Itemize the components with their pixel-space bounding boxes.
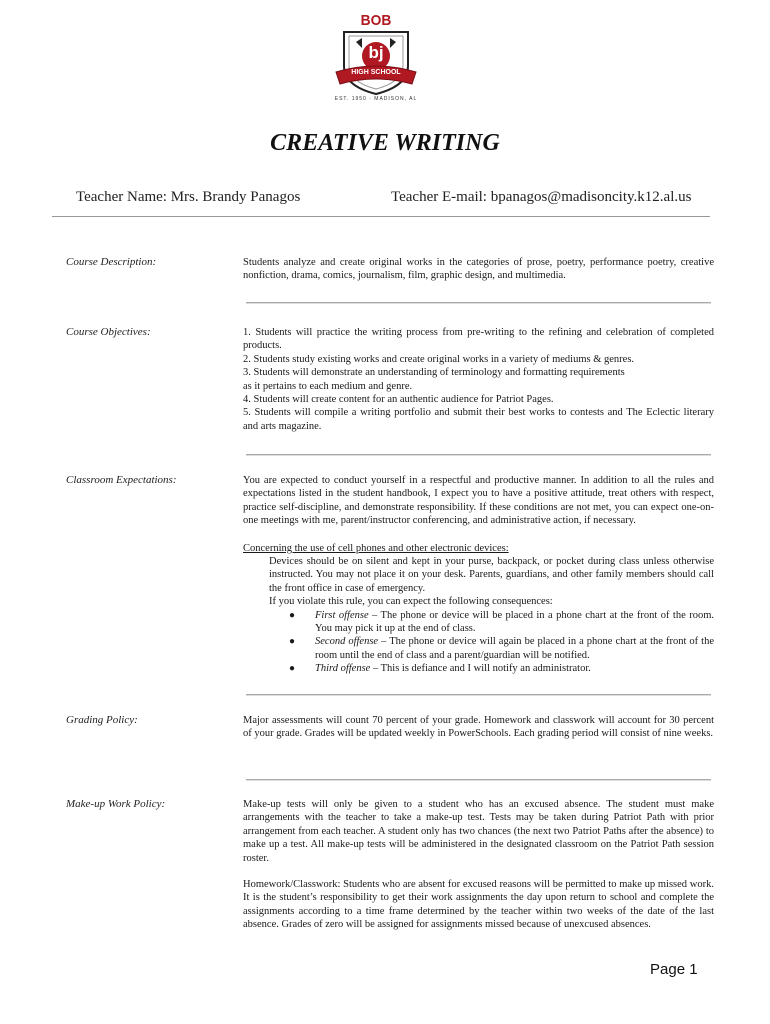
grading-policy-text [243,714,714,741]
section-divider [246,694,711,695]
objective-item: 5. Students will compile a writing portfolio and submit their best works to contests and The Eclectic literary and arts magazine. [243,407,714,432]
grading-paragraph: Major assessments will count 70 percent of your grade. Homework and classwork will account for 30 percent of your grade. Grades will be updated weekly in PowerSchools. Each grading period will consist of nine weeks. [243,715,714,740]
teacher-email: Teacher E-mail: bpanagos@madisoncity.k12.al.us [391,189,692,205]
course-objectives-list [243,326,714,433]
offense-text: – The phone or device will be placed in a phone chart at the front of the room. You may pick it up at the end of class. [315,609,714,635]
makeup-homework-paragraph: Homework/Classwork: Students who are absent for excused reasons will be permitted to make up missed work. It is the student’s responsibility to get their work assignments the day upon return to school and complete the assignments according to a time frame determined by the teacher within two weeks of the date of the last absence. Grades of zero will be assigned for assignments missed because of unexcused absences. [243,879,714,931]
bullet-icon: ● [289,609,296,621]
logo-motto: EST. 1950 · MADISON, AL [334,96,418,102]
bullet-icon: ● [289,636,296,648]
classroom-expectations-text [243,474,714,676]
consequence-item [289,609,714,636]
objective-item: 1. Students will practice the writing process from pre-writing to the refining and celebration of completed products. [243,327,714,352]
offense-text: – The phone or device will again be placed in a phone chart at the front of the room until the end of class and a parent/guardian will be notified. [315,636,715,661]
makeup-policy-text [243,798,714,932]
school-logo [332,12,420,104]
devices-heading: Concerning the use of cell phones and other electronic devices: [243,542,509,554]
logo-banner: HIGH SCHOOL [351,69,401,76]
bullet-icon: ● [289,663,296,675]
logo-wordmark: BOB [360,12,392,29]
section-divider [246,454,711,455]
grading-policy-label: Grading Policy: [66,714,138,726]
page-number: Page 1 [650,961,698,978]
objective-item: 4. Students will create content for an authentic audience for Patriot Pages. [243,394,554,406]
teacher-name: Teacher Name: Mrs. Brandy Panagos [76,189,301,205]
section-divider [246,302,711,303]
classroom-expectations-label: Classroom Expectations: [66,474,177,486]
objective-item: 3. Students will demonstrate an understanding of terminology and formatting requirements [243,367,625,379]
consequence-item [289,662,714,675]
objective-item: as it pertains to each medium and genre. [243,380,413,392]
offense-label: Second offense [315,636,379,648]
devices-paragraph: Devices should be on silent and kept in your purse, backpack, or pocket during class unless otherwise instructed. You may not place it on your desk. Parents, guardians, and other family members should call the front office in case of emergency. [269,556,714,594]
offense-label: Third offense [315,663,371,675]
consequences-list [243,609,714,676]
header-divider [52,216,710,217]
logo-monogram: bj [368,43,384,62]
course-description-text [243,256,714,283]
consequences-intro: If you violate this rule, you can expect the following consequences: [269,596,553,608]
offense-label: First offense [315,609,369,621]
course-objectives-label: Course Objectives: [66,326,151,338]
makeup-policy-label: Make-up Work Policy: [66,798,166,810]
expectations-paragraph: You are expected to conduct yourself in a respectful and productive manner. In addition to all the rules and expectations listed in the student handbook, I expect you to have a positive attitude, treat others with respect, practice self-discipline, and demonstrate responsibility. If these conditions are not met, you can expect one-on-one meetings with me, parent/instructor conferencing, and administrative action, if necessary. [243,475,714,527]
makeup-tests-paragraph: Make-up tests will only be given to a student who has an excused absence. The student must make arrangements with the teacher to take a make-up test. Tests may be taken during Patriot Path with prior arrangement from each teacher. A student only has two chances (the next two Patriot Paths after the absence) to make up a test. All make-up tests will be administered in the designated classroom on the Patriot Path session roster. [243,799,714,864]
offense-text: – This is defiance and I will notify an administrator. [370,663,591,675]
section-divider [246,779,711,780]
course-description-label: Course Description: [66,256,157,268]
page-title: CREATIVE WRITING [270,130,500,156]
objective-item: 2. Students study existing works and create original works in a variety of mediums & genres. [243,353,635,365]
consequence-item [289,635,714,662]
course-description-paragraph: Students analyze and create original works in the categories of prose, poetry, performance poetry, creative nonfiction, drama, comics, journalism, film, graphic design, and multimedia. [243,257,714,282]
